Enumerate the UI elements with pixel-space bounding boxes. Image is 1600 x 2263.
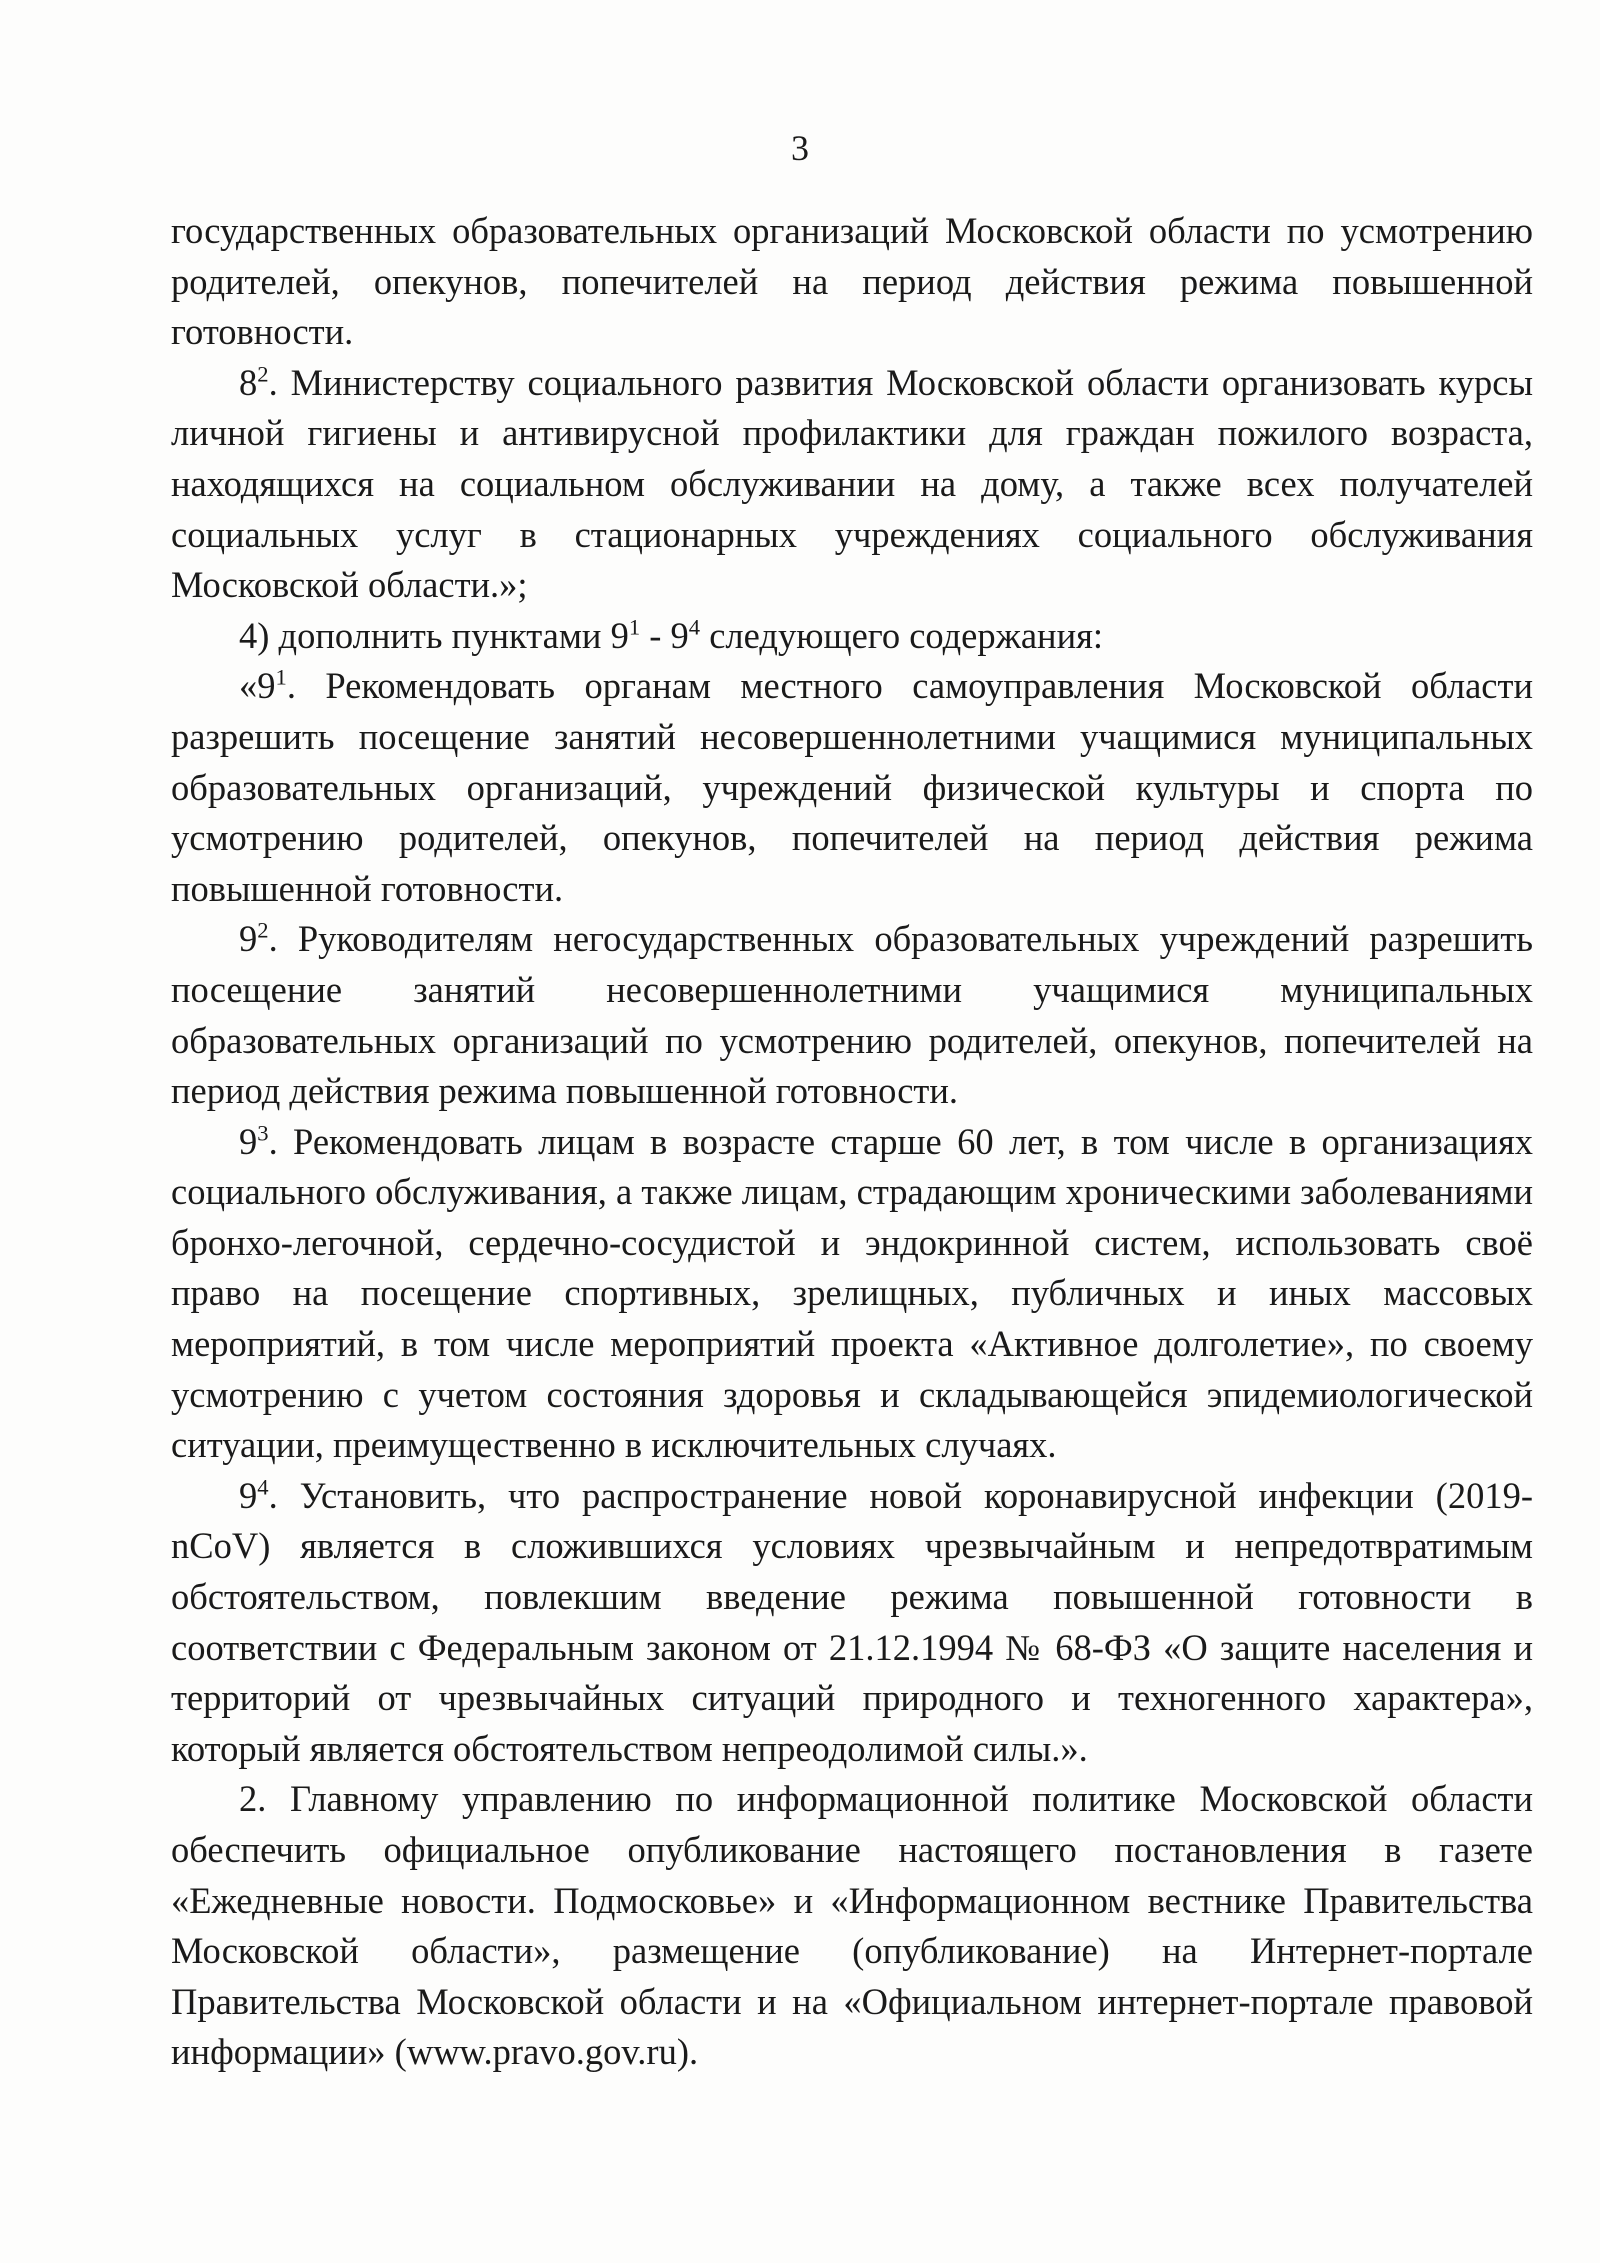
page-number: 3 — [791, 128, 809, 168]
superscript-index: 1 — [628, 614, 641, 640]
superscript-index: 4 — [688, 614, 701, 640]
paragraph — [171, 661, 1533, 914]
superscript-index: 4 — [257, 1474, 269, 1500]
paragraph — [171, 358, 1533, 611]
superscript-index: 2 — [257, 361, 269, 387]
paragraph-text: следующего содержания: — [700, 614, 1104, 656]
paragraph-text: . Руководителям негосударственных образовательных учреждений разрешить посещение занятий несовершеннолетними учащимися муниципальных образовательных организаций по усмотрению родителей, опекунов, попечителей на период действия режима повышенной готовности. — [171, 918, 1533, 1112]
paragraph-text: . Рекомендовать органам местного самоуправления Московской области разрешить посещение занятий несовершеннолетними учащимися муниципальных образовательных организаций, учреждений физической культуры и спорта по усмотрению родителей, опекунов, попечителей на период действия режима повышенной готовности. — [171, 665, 1533, 909]
paragraph — [171, 611, 1533, 662]
paragraph-text: . Установить, что распространение новой коронавирусной инфекции (2019-nCoV) является в сложившихся условиях чрезвычайным и непредотвратимым обстоятельством, повлекшим введение режима повышенной готовности в соответствии с Федеральным законом от 21.12.1994 № 68-ФЗ «О защите населения и территорий от чрезвычайных ситуаций природного и техногенного характера», который является обстоятельством непреодолимой силы.». — [171, 1474, 1533, 1769]
paragraph — [171, 1774, 1533, 2078]
paragraph-text: - 9 — [640, 614, 689, 656]
paragraph — [171, 1471, 1533, 1775]
paragraph-text: государственных образовательных организаций Московской области по усмотрению родителей, опекунов, попечителей на период действия режима повышенной готовности. — [171, 210, 1533, 353]
paragraph-text: 2. Главному управлению по информационной политике Московской области обеспечить официальное опубликование настоящего постановления в газете «Ежедневные новости. Подмосковье» и «Информационном вестнике Правительства Московской области», размещение (опубликование) на Интернет-портале Правительства Московской области и на «Официальном интернет-портале правовой информации» (www.pravo.gov.ru). — [171, 1778, 1533, 2073]
superscript-index: 2 — [257, 917, 269, 943]
paragraph-text: 8 — [239, 361, 258, 403]
paragraph-text: «9 — [239, 665, 276, 707]
paragraph-text: 4) дополнить пунктами 9 — [239, 614, 629, 656]
paragraph — [171, 1117, 1533, 1471]
paragraph-text: 9 — [239, 918, 258, 960]
superscript-index: 3 — [257, 1120, 269, 1146]
paragraph — [171, 206, 1533, 358]
superscript-index: 1 — [275, 664, 287, 690]
paragraph-text: . Министерству социального развития Московской области организовать курсы личной гигиены и антивирусной профилактики для граждан пожилого возраста, находящихся на социальном обслуживании на дому, а также всех получателей социальных услуг в стационарных учреждениях социального обслуживания Московской области.»; — [171, 361, 1533, 606]
paragraph-text: 9 — [239, 1474, 258, 1516]
paragraph — [171, 914, 1533, 1116]
paragraph-text: 9 — [239, 1120, 258, 1162]
paragraph-text: . Рекомендовать лицам в возрасте старше 60 лет, в том числе в организациях социального обслуживания, а также лицам, страдающим хроническими заболеваниями бронхо-легочной, сердечно-сосудистой и эндокринной систем, использовать своё право на посещение спортивных, зрелищных, публичных и иных массовых мероприятий, в том числе мероприятий проекта «Активное долголетие», по своему усмотрению с учетом состояния здоровья и складывающейся эпидемиологической ситуации, преимущественно в исключительных случаях. — [171, 1120, 1533, 1466]
document-body — [171, 206, 1533, 2078]
